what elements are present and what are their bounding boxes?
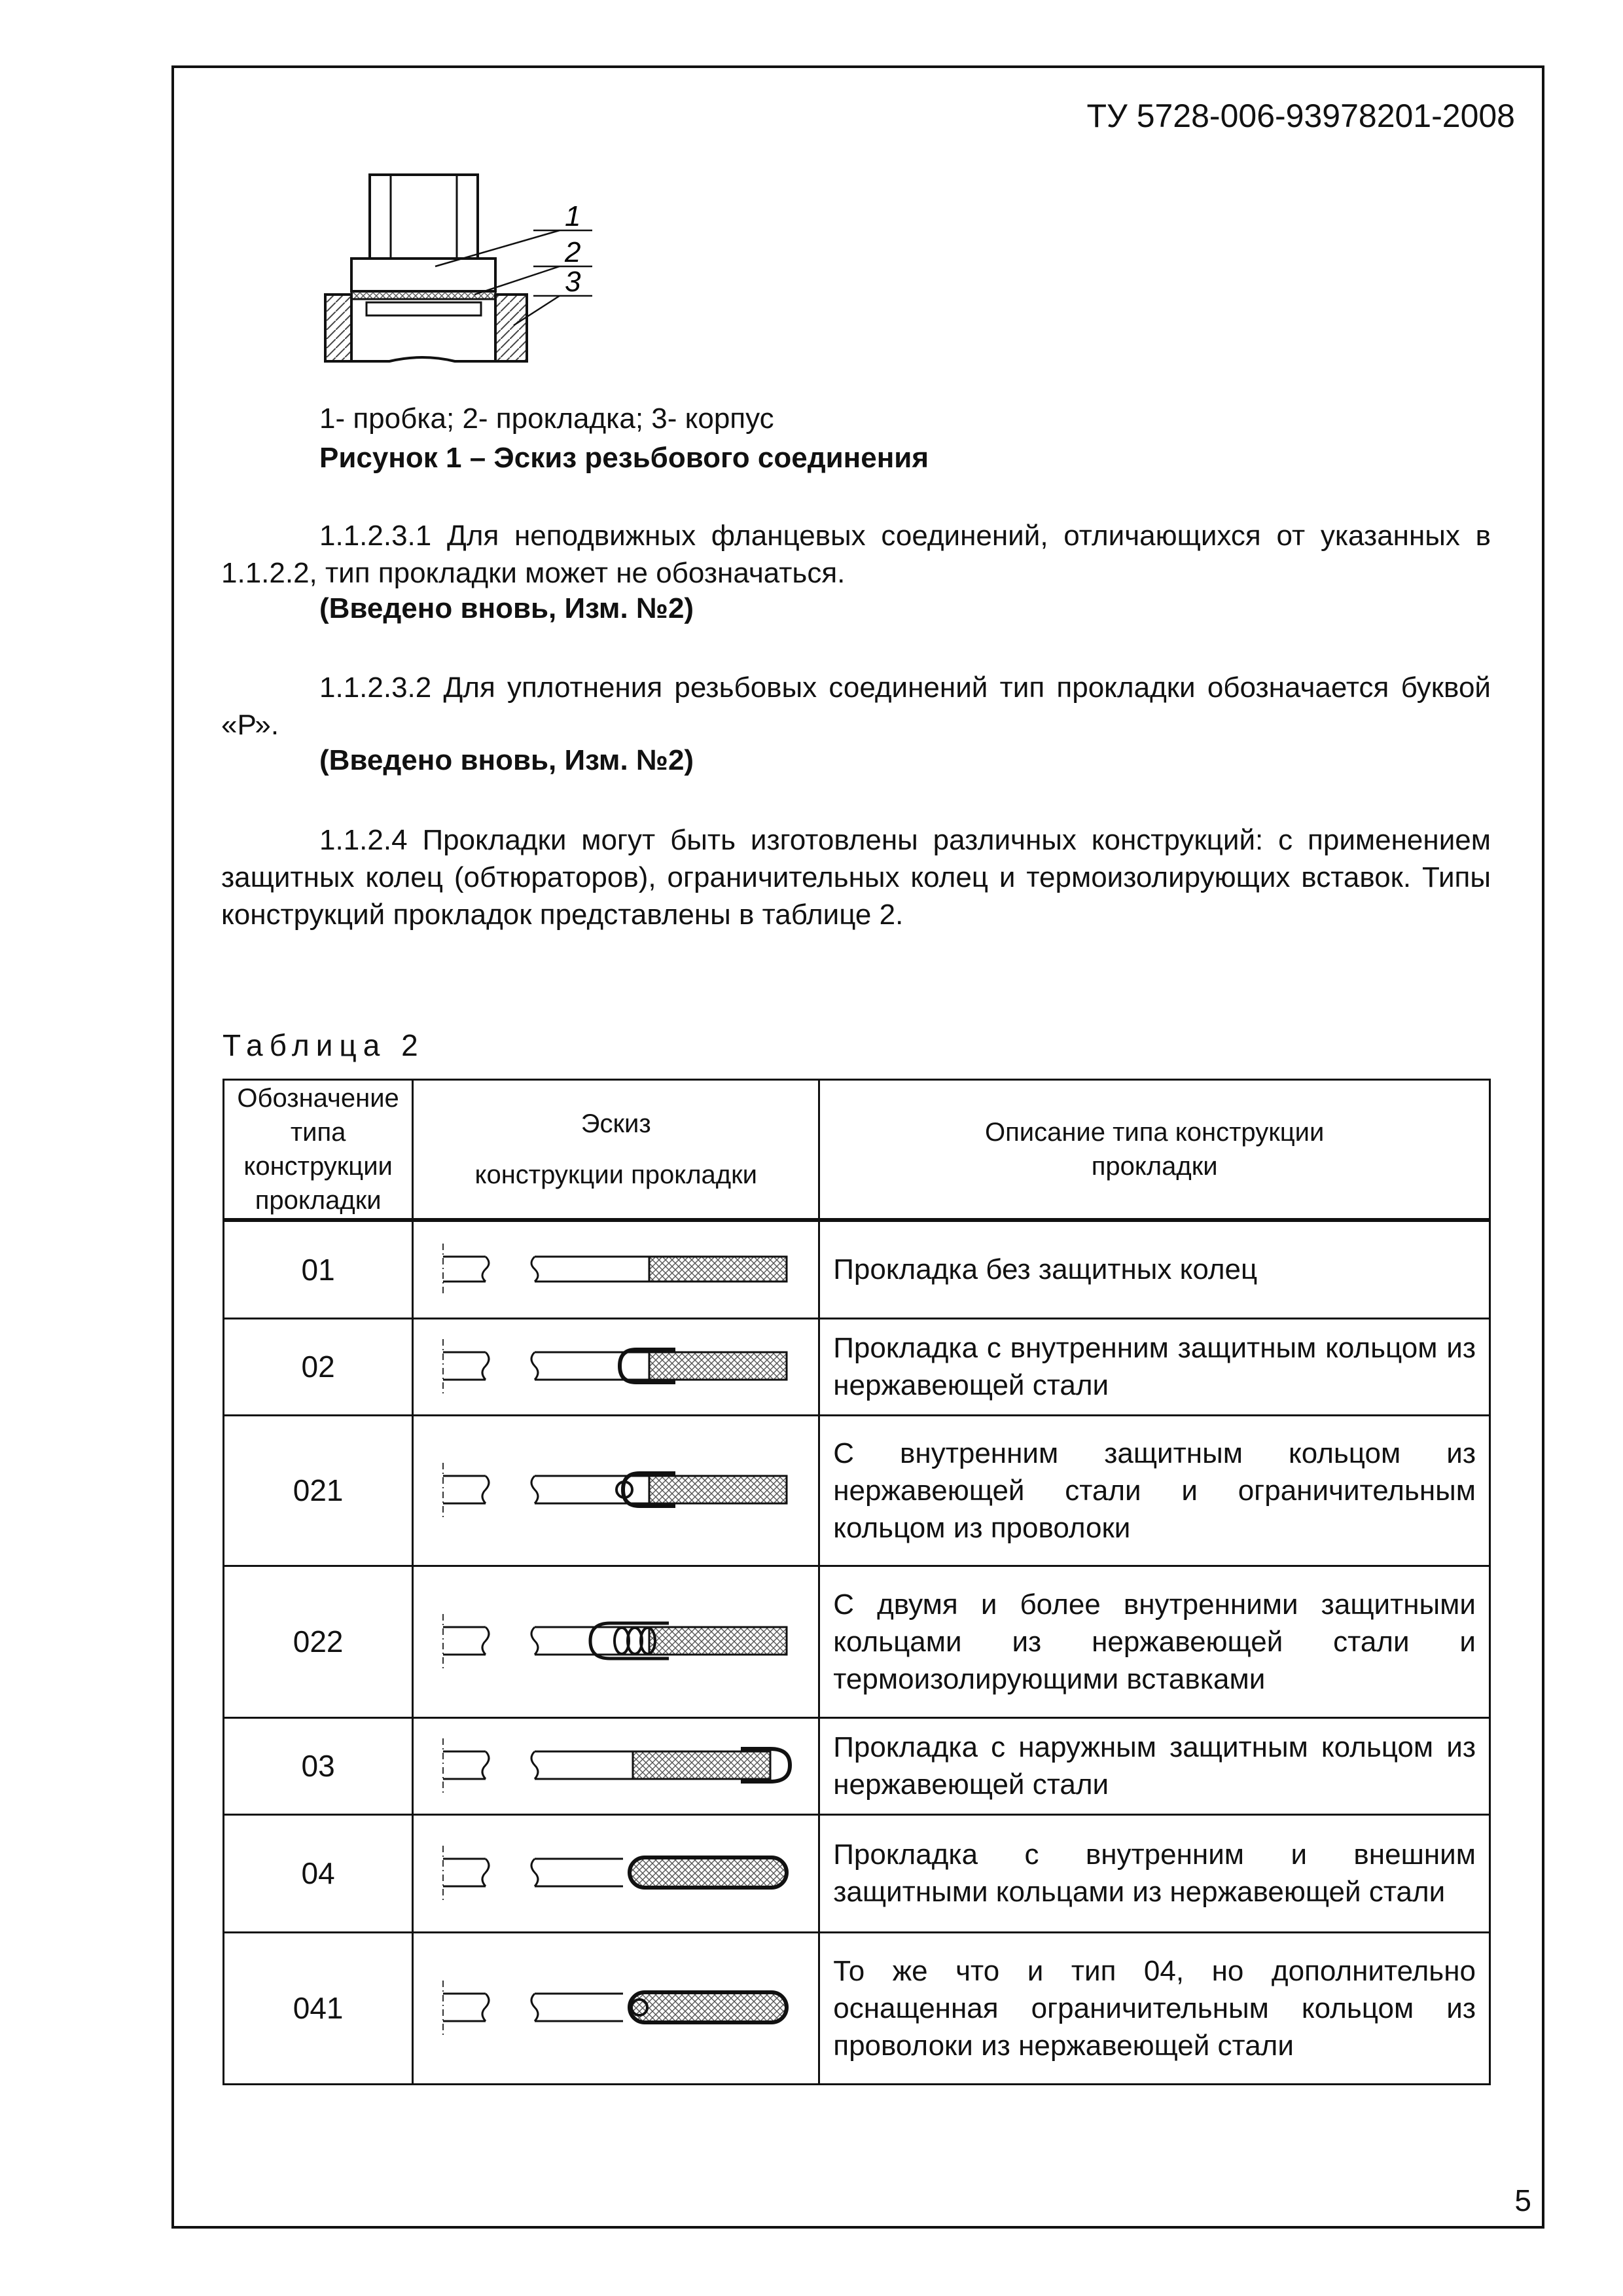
header-sketch	[413, 1080, 819, 1221]
threaded-connection-sketch	[317, 165, 599, 374]
type-code: 02	[224, 1318, 413, 1415]
paragraph-1-1-2-4: 1.1.2.4 Прокладки могут быть изготовлены различных конструкций: с применением защитных колец (обтюраторов), ограничительных колец и термоизолирующих вставок. Типы конструкций прокладок представлены в таблице 2.	[221, 824, 1491, 931]
sketch-01	[413, 1220, 819, 1318]
type-description: С внутренним защитным кольцом из нержавеющей стали и ограничительным кольцом из проволоки	[819, 1415, 1490, 1566]
type-description: Прокладка с наружным защитным кольцом из нержавеющей стали	[819, 1717, 1490, 1814]
gasket-types-table	[223, 1079, 1491, 2085]
type-code: 04	[224, 1814, 413, 1932]
figure-title: Рисунок 1 – Эскиз резьбового соединения	[319, 442, 929, 474]
sketch-021	[413, 1415, 819, 1566]
amendment-note-1: (Введено вновь, Изм. №2)	[319, 592, 694, 624]
type-code: 022	[224, 1566, 413, 1717]
sketch-04	[413, 1814, 819, 1932]
paragraph-1-1-2-3-1: 1.1.2.3.1 Для неподвижных фланцевых соединений, отличающихся от указанных в 1.1.2.2, тип прокладки может не обозначаться.	[221, 520, 1491, 589]
page-number: 5	[1514, 2183, 1531, 2217]
type-code: 041	[224, 1932, 413, 2084]
table-label: Таблица 2	[223, 1028, 425, 1062]
type-description: Прокладка без защитных колец	[819, 1220, 1490, 1318]
amendment-note-2: (Введено вновь, Изм. №2)	[319, 744, 694, 776]
type-code: 021	[224, 1415, 413, 1566]
sketch-022	[413, 1566, 819, 1717]
figure-legend: 1- пробка; 2- прокладка; 3- корпус	[319, 403, 774, 435]
table-row	[224, 1220, 1490, 1318]
document-code: ТУ 5728-006-93978201-2008	[1086, 98, 1515, 134]
table-row	[224, 1566, 1490, 1717]
paragraph-1-1-2-3-2: 1.1.2.3.2 Для уплотнения резьбовых соединений тип прокладки обозначается буквой «Р».	[221, 672, 1491, 741]
type-description: С двумя и более внутренними защитными кольцами из нержавеющей стали и термоизолирующими вставками	[819, 1566, 1490, 1717]
type-description: То же что и тип 04, но дополнительно оснащенная ограничительным кольцом из проволоки из нержавеющей стали	[819, 1932, 1490, 2084]
header-type-code: Обозначение типа конструкции прокладки	[224, 1080, 413, 1221]
type-code: 03	[224, 1717, 413, 1814]
sketch-02	[413, 1318, 819, 1415]
sketch-041	[413, 1932, 819, 2084]
callout-3: 3	[565, 266, 581, 298]
sketch-03	[413, 1717, 819, 1814]
header-sketch-line2: конструкции прокладки	[474, 1160, 757, 1189]
table-header-row	[224, 1080, 1490, 1221]
table-row	[224, 1415, 1490, 1566]
type-code: 01	[224, 1220, 413, 1318]
table-row	[224, 1318, 1490, 1415]
callout-2: 2	[565, 236, 581, 268]
table-row	[224, 1717, 1490, 1814]
type-description: Прокладка с внутренним и внешним защитными кольцами из нержавеющей стали	[819, 1814, 1490, 1932]
table-row	[224, 1932, 1490, 2084]
callout-1: 1	[565, 200, 581, 232]
header-description: Описание типа конструкции прокладки	[819, 1080, 1490, 1221]
header-sketch-line1: Эскиз	[580, 1109, 651, 1138]
type-description: Прокладка с внутренним защитным кольцом из нержавеющей стали	[819, 1318, 1490, 1415]
table-row	[224, 1814, 1490, 1932]
